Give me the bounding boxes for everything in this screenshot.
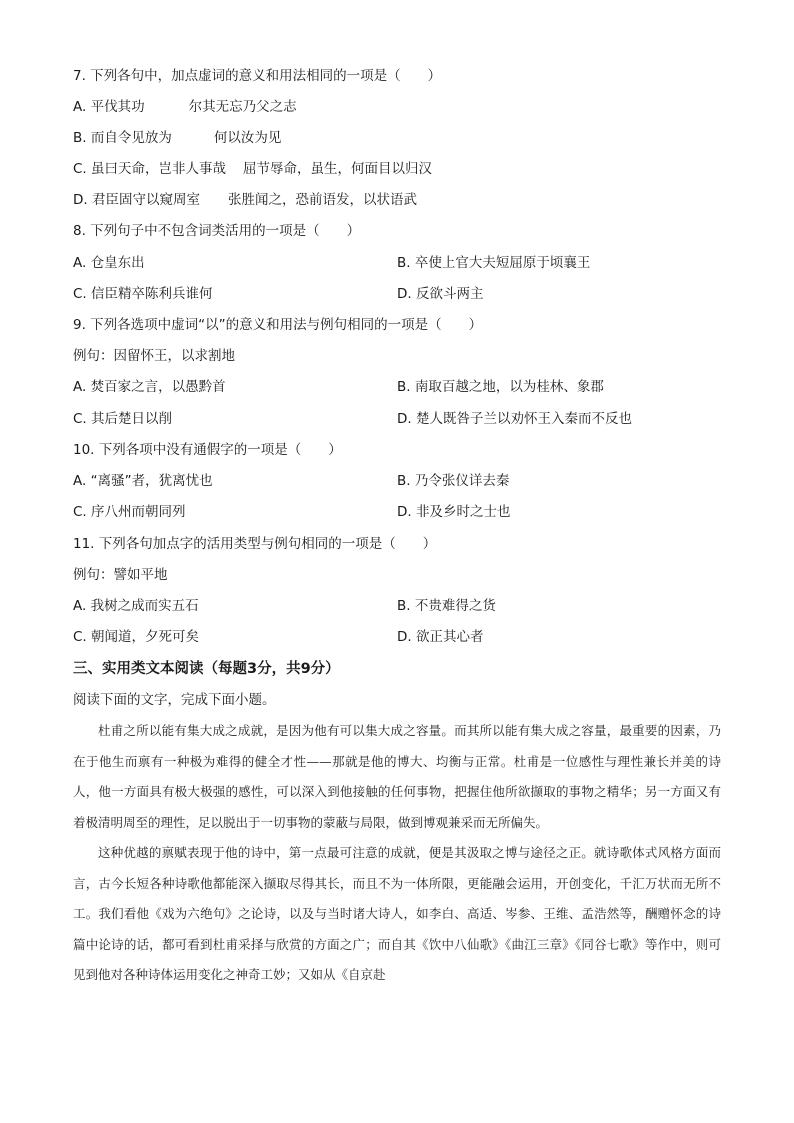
option-d-part1: D. 君臣固守以窥周室 <box>73 192 200 208</box>
option-c-part2: 屈节辱命，虽生，何面目以归汉 <box>243 161 433 177</box>
question-11-example: 例句：譬如平地 <box>73 567 168 583</box>
question-9-option-d: D. 楚人既咎子兰以劝怀王入秦而不反也 <box>397 411 632 427</box>
question-8-stem: 8. 下列句子中不包含词类活用的一项是（ ） <box>73 223 361 239</box>
question-9-option-b: B. 南取百越之地，以为桂林、象郡 <box>397 379 604 395</box>
question-10-stem: 10. 下列各项中没有通假字的一项是（ ） <box>73 442 342 458</box>
question-10-option-d: D. 非及乡时之士也 <box>397 504 511 520</box>
passage-paragraph-1: 杜甫之所以能有集大成之成就，是因为他有可以集大成之容量。而其所以能有集大成之容量，最重要的因素，乃在于他生而禀有一种极为难得的健全才性——那就是他的博大、均衡与正常。杜甫是一位感性与理性兼长并美的诗人，他一方面具有极大极强的感性，可以深入到他接触的任何事物，把握住他所欲撷取的事物之精华；另一方面又有着极清明周至的理性，足以脱出于一切事物的蒙蔽与局限，做到博观兼采而无所偏失。 <box>73 723 721 830</box>
question-10-option-a: A. “离骚”者，犹离忧也 <box>73 473 213 489</box>
question-11-option-b: B. 不贵难得之货 <box>397 598 496 614</box>
question-7-option-b <box>73 128 281 148</box>
question-8-option-d: D. 反欲斗两主 <box>397 286 484 302</box>
question-8-option-c: C. 信臣精卒陈利兵谁何 <box>73 286 213 302</box>
reading-passage <box>73 716 721 991</box>
section-3-instruction: 阅读下面的文字，完成下面小题。 <box>73 692 276 708</box>
question-10-option-c: C. 序八州而朝同列 <box>73 504 186 520</box>
option-a-part1: A. 平伐其功 <box>73 99 145 115</box>
question-8-option-a: A. 仓皇东出 <box>73 255 145 271</box>
question-7-option-a <box>73 97 297 117</box>
question-9-example: 例句：因留怀王，以求割地 <box>73 348 235 364</box>
option-b-part1: B. 而自令见放为 <box>73 130 172 146</box>
option-d-part2: 张胜闻之，恐前语发，以状语武 <box>227 192 417 208</box>
question-8-option-b: B. 卒使上官大夫短屈原于顷襄王 <box>397 255 591 271</box>
question-9-option-a: A. 焚百家之言，以愚黔首 <box>73 379 226 395</box>
section-3-heading: 三、实用类文本阅读（每题3分，共9分） <box>73 661 340 677</box>
question-7-option-d <box>73 190 417 210</box>
option-b-part2: 何以汝为见 <box>213 130 282 146</box>
question-9-stem: 9. 下列各选项中虚词“以”的意义和用法与例句相同的一项是（ ） <box>73 317 483 333</box>
question-9-option-c: C. 其后楚日以削 <box>73 411 173 427</box>
question-7-option-c <box>73 159 432 179</box>
question-11-option-a: A. 我树之成而实五石 <box>73 598 199 614</box>
question-11-option-c: C. 朝闻道，夕死可矣 <box>73 629 200 645</box>
option-c-part1: C. 虽曰天命，岂非人事哉 <box>73 161 227 177</box>
option-a-part2: 尔其无忘乃父之志 <box>188 99 297 115</box>
passage-paragraph-2: 这种优越的禀赋表现于他的诗中，第一点最可注意的成就，便是其汲取之博与途径之正。就诗歌体式风格方面而言，古今长短各种诗歌他都能深入撷取尽得其长，而且不为一体所限，更能融会运用，开创变化，千汇万状而无所不工。我们看他《戏为六绝句》之论诗，以及与当时诸大诗人，如李白、高适、岑参、王维、孟浩然等，酬赠怀念的诗篇中论诗的话，都可看到杜甫采择与欣赏的方面之广；而自其《饮中八仙歌》《曲江三章》《同谷七歌》等作中，则可见到他对各种诗体运用变化之神奇工妙；又如从《自京赴 <box>73 845 721 982</box>
question-11-option-d: D. 欲正其心者 <box>397 629 484 645</box>
question-11-stem: 11. 下列各句加点字的活用类型与例句相同的一项是（ ） <box>73 536 437 552</box>
question-10-option-b: B. 乃令张仪详去秦 <box>397 473 510 489</box>
question-7-stem: 7. 下列各句中，加点虚词的意义和用法相同的一项是（ ） <box>73 68 442 84</box>
